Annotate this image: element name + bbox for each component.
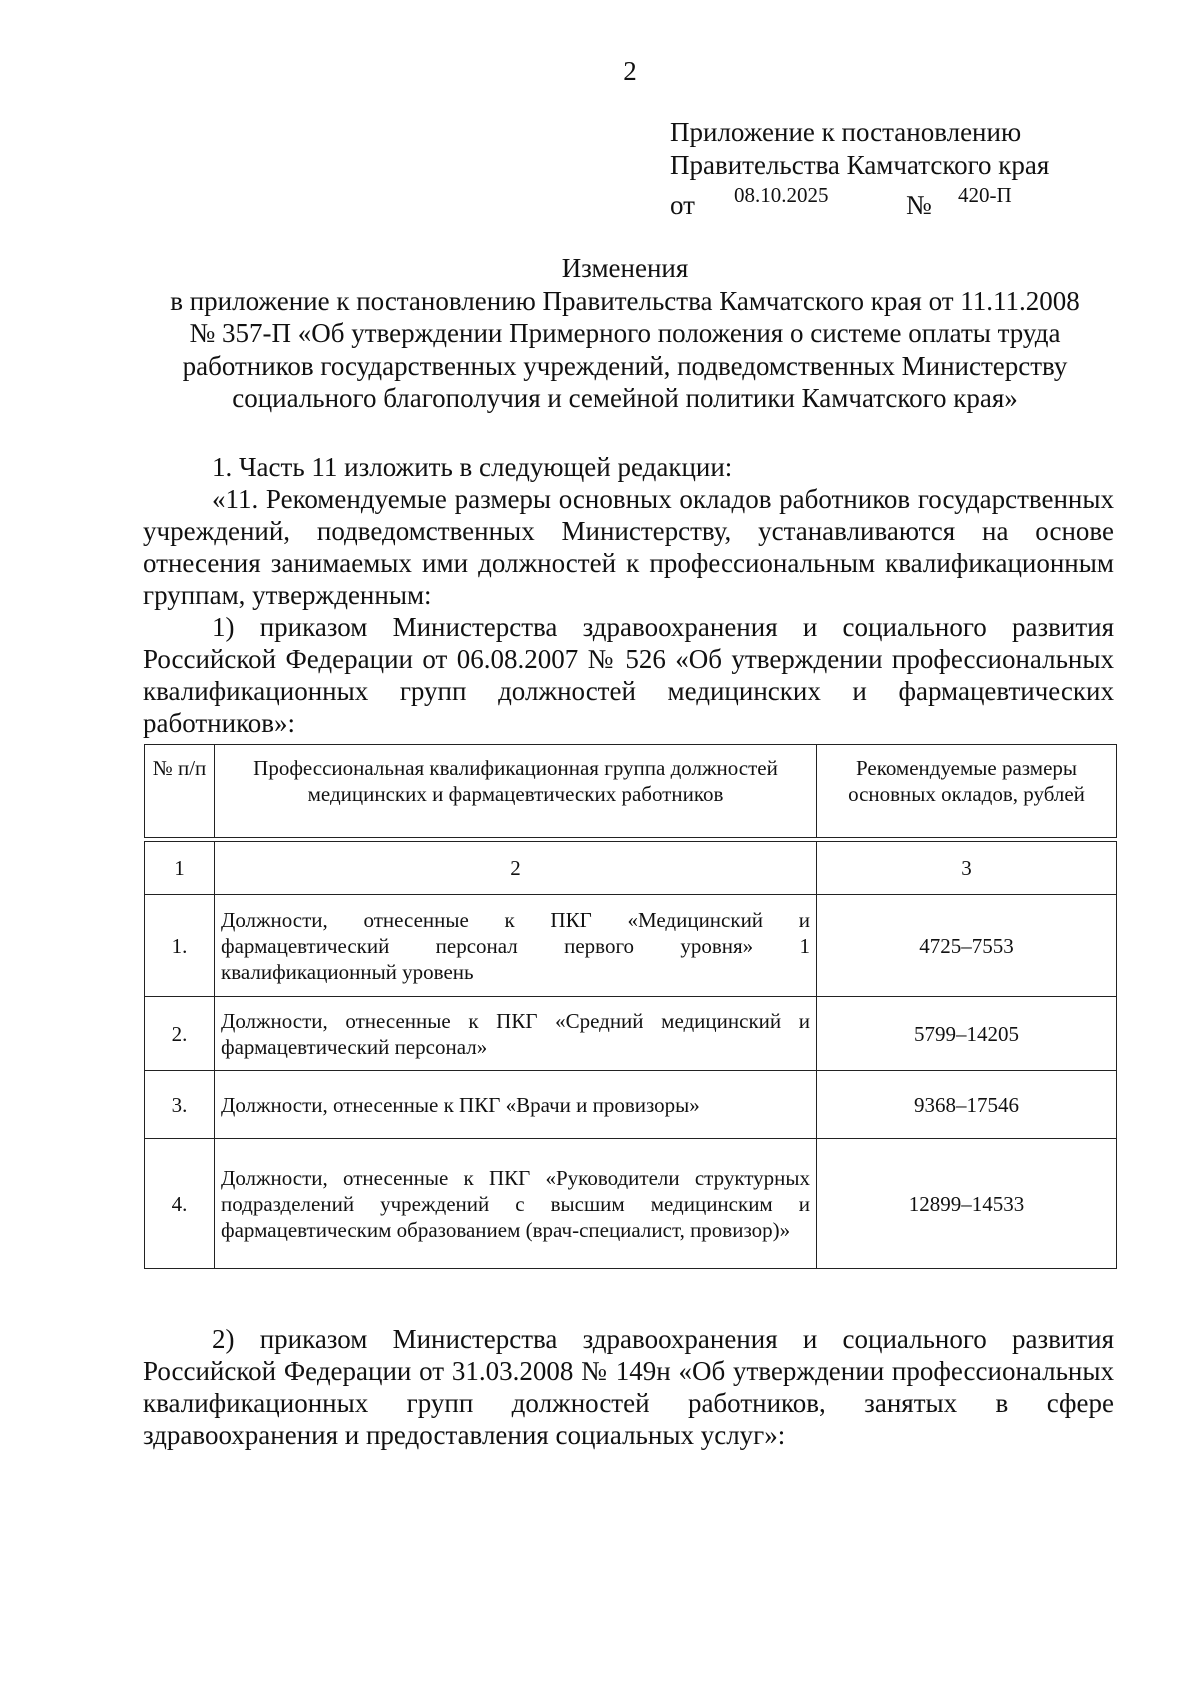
row-salary: 12899–14533	[817, 1139, 1117, 1269]
row-number: 4.	[145, 1139, 215, 1269]
appendix-date-line	[670, 182, 1049, 220]
header-number: № п/п	[145, 745, 215, 838]
row-salary: 5799–14205	[817, 997, 1117, 1071]
row-number: 3.	[145, 1071, 215, 1139]
col-number-1: 1	[145, 842, 215, 895]
title-line-3: работников государственных учреждений, подведомственных Министерству	[182, 350, 1068, 381]
salary-table	[144, 744, 1117, 1269]
item-1: 1. Часть 11 изложить в следующей редакции:	[212, 452, 733, 482]
col-number-3: 3	[817, 842, 1117, 895]
item-11-text: «11. Рекомендуемые размеры основных окладов работников государственных учреждений, подведомственных Министерству, устанавливаются на основе отнесения занимаемых ими должностей к профессиональным квалификационным группам, утвержденным:	[143, 484, 1114, 610]
row-salary: 9368–17546	[817, 1071, 1117, 1139]
table-row	[145, 895, 1117, 997]
appendix-block	[670, 116, 1050, 220]
row-salary: 4725–7553	[817, 895, 1117, 997]
page-number: 2	[623, 56, 637, 86]
resolution-date: 08.10.2025	[734, 183, 829, 207]
row-group: Должности, отнесенные к ПКГ «Средний медицинский и фармацевтический персонал»	[215, 997, 817, 1071]
row-group: Должности, отнесенные к ПКГ «Врачи и провизоры»	[215, 1071, 817, 1139]
table-row	[145, 1139, 1117, 1269]
row-group: Должности, отнесенные к ПКГ «Медицинский и фармацевтический персонал первого уровня» 1 квалификационный уровень	[215, 895, 817, 997]
body-section-1	[143, 451, 1114, 739]
body-section-2	[143, 1323, 1114, 1451]
appendix-line-1: Приложение к постановлению	[670, 117, 1022, 147]
column-number-row	[145, 842, 1117, 895]
title-line-4: социального благополучия и семейной политики Камчатского края»	[232, 383, 1018, 413]
title-line-2: № 357-П «Об утверждении Примерного положения о системе оплаты труда	[189, 318, 1061, 348]
order-2-text: 2) приказом Министерства здравоохранения и социального развития Российской Федерации от 31.03.2008 № 149н «Об утверждении профессиональных квалификационных групп должностей работников, занятых в сфере здравоохранения и предоставления социальных услуг»:	[143, 1324, 1114, 1450]
table-header-row	[145, 745, 1117, 838]
table-row	[145, 997, 1117, 1071]
title-heading: Изменения	[561, 253, 689, 283]
ot-label: от	[670, 190, 695, 220]
row-number: 2.	[145, 997, 215, 1071]
resolution-number: 420-П	[958, 183, 1012, 207]
number-sign: №	[906, 190, 932, 220]
row-group: Должности, отнесенные к ПКГ «Руководители структурных подразделений учреждений с высшим медицинским и фармацевтическим образованием (врач-специалист, провизор)»	[215, 1139, 817, 1269]
header-salary: Рекомендуемые размеры основных окладов, рублей	[817, 745, 1117, 838]
appendix-line-2: Правительства Камчатского края	[670, 150, 1050, 180]
title-line-1: в приложение к постановлению Правительства Камчатского края от 11.11.2008	[170, 285, 1080, 316]
row-number: 1.	[145, 895, 215, 997]
table-row	[145, 1071, 1117, 1139]
document-title	[130, 252, 1120, 415]
header-group: Профессиональная квалификационная группа должностей медицинских и фармацевтических работников	[215, 745, 817, 838]
col-number-2: 2	[215, 842, 817, 895]
order-1-text: 1) приказом Министерства здравоохранения и социального развития Российской Федерации от 06.08.2007 № 526 «Об утверждении профессиональных квалификационных групп должностей медицинских и фармацевтических работников»:	[143, 612, 1114, 738]
